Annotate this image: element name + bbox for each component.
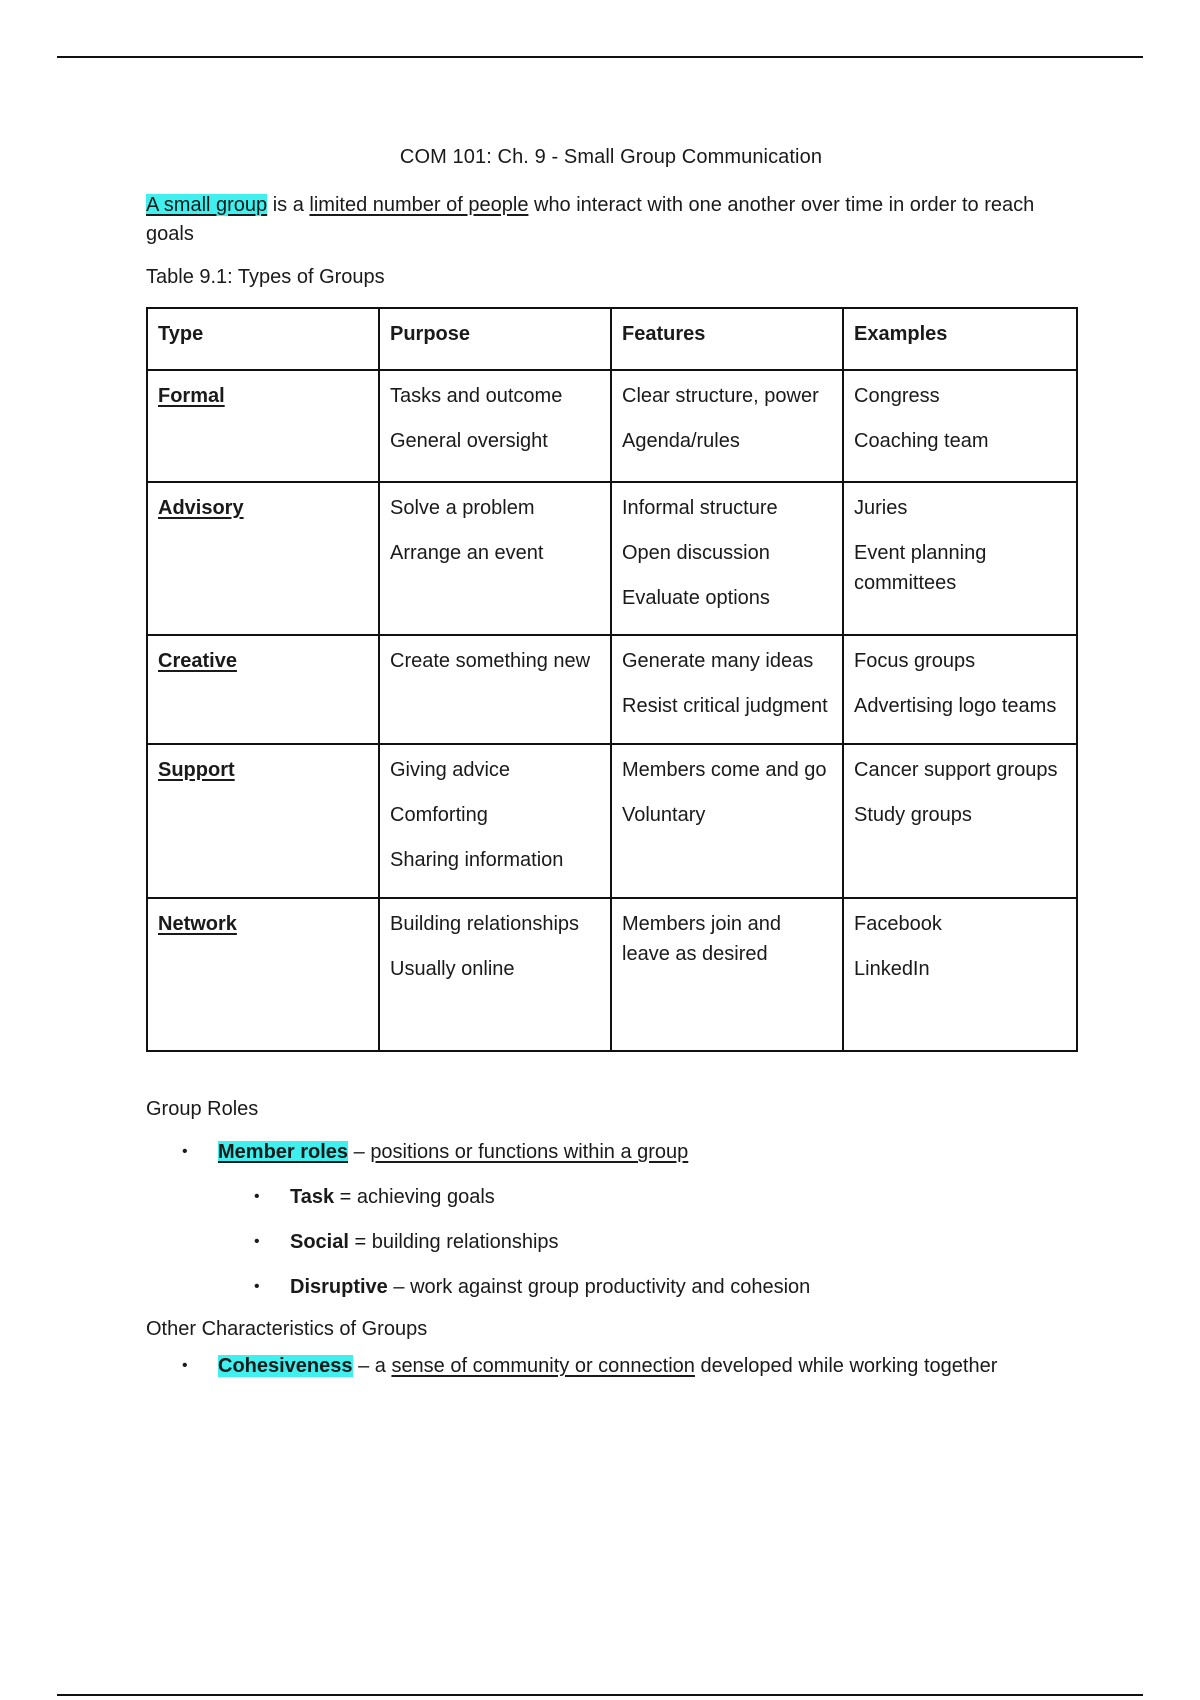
member-roles-dash: – — [348, 1141, 371, 1163]
subrole-term: Disruptive — [290, 1276, 388, 1298]
cohesiveness-underlined: sense of community or connection — [391, 1355, 695, 1377]
type-cell: Advisory — [147, 482, 379, 635]
feature-item: Members come and go — [622, 759, 827, 781]
bullet-icon: • — [182, 1143, 188, 1160]
features-cell — [611, 744, 843, 898]
example-item: Event planning committees — [854, 542, 987, 594]
member-roles-definition: positions or functions within a group — [370, 1141, 689, 1163]
list-item — [146, 1351, 1076, 1381]
purpose-item: Sharing information — [390, 849, 564, 871]
table-row — [147, 744, 1077, 898]
purpose-item: Giving advice — [390, 759, 511, 781]
examples-cell — [843, 744, 1077, 898]
example-item: Advertising logo teams — [854, 695, 1057, 717]
feature-item: Informal structure — [622, 497, 778, 519]
header-examples: Examples — [843, 308, 1077, 370]
subrole-text: building relationships — [371, 1231, 559, 1253]
features-cell — [611, 482, 843, 635]
cohesiveness-rest: developed while working together — [694, 1355, 998, 1377]
definition-underlined: limited number of people — [309, 194, 529, 216]
table-row — [147, 635, 1077, 744]
features-cell — [611, 370, 843, 482]
bullet-icon: • — [254, 1278, 260, 1295]
group-types-table — [146, 307, 1078, 1052]
example-item: Study groups — [854, 804, 972, 826]
example-item: Juries — [854, 497, 908, 519]
cohesiveness-term: Cohesiveness — [218, 1355, 353, 1377]
table-row — [147, 482, 1077, 635]
feature-item: Open discussion — [622, 542, 770, 564]
other-characteristics-heading: Other Characteristics of Groups — [146, 1318, 428, 1340]
header-purpose: Purpose — [379, 308, 611, 370]
bullet-icon: • — [254, 1188, 260, 1205]
feature-item: Voluntary — [622, 804, 706, 826]
table-caption: Table 9.1: Types of Groups — [146, 266, 385, 288]
example-item: Coaching team — [854, 430, 989, 452]
footer-rule — [57, 1694, 1143, 1696]
list-item — [146, 1227, 1076, 1257]
features-cell — [611, 635, 843, 744]
example-item: Cancer support groups — [854, 759, 1058, 781]
subrole-text: work against group productivity and cohesion — [410, 1276, 811, 1298]
member-roles-term: Member roles — [218, 1141, 349, 1163]
type-cell: Formal — [147, 370, 379, 482]
other-characteristics-list — [146, 1351, 1076, 1381]
subrole-term: Social — [290, 1231, 349, 1253]
example-item: Focus groups — [854, 650, 976, 672]
cohesiveness-dash: – a — [352, 1355, 392, 1377]
header-features: Features — [611, 308, 843, 370]
group-roles-heading: Group Roles — [146, 1098, 259, 1120]
list-item — [146, 1182, 1076, 1212]
example-item: Facebook — [854, 913, 942, 935]
subrole-sep: = — [334, 1186, 357, 1208]
feature-item: Clear structure, power — [622, 385, 819, 407]
feature-item: Evaluate options — [622, 587, 770, 609]
type-cell: Network — [147, 898, 379, 1051]
document-page — [146, 140, 1076, 1381]
feature-item: Members join and leave as desired — [622, 913, 781, 965]
definition-rest: who interact with one another over time in order to reach goals — [146, 194, 1035, 245]
purpose-item: Create something new — [390, 650, 591, 672]
examples-cell — [843, 370, 1077, 482]
list-item — [146, 1272, 1076, 1302]
purpose-cell — [379, 898, 611, 1051]
type-cell: Creative — [147, 635, 379, 744]
example-item: LinkedIn — [854, 958, 930, 980]
list-item — [146, 1137, 1076, 1167]
purpose-item: Usually online — [390, 958, 515, 980]
definition-connector: is a — [267, 194, 310, 216]
feature-item: Resist critical judgment — [622, 695, 828, 717]
table-row — [147, 898, 1077, 1051]
header-rule — [57, 56, 1143, 58]
purpose-cell — [379, 744, 611, 898]
subrole-text: achieving goals — [356, 1186, 495, 1208]
definition-term: A small group — [146, 194, 268, 216]
purpose-item: Arrange an event — [390, 542, 544, 564]
subroles-list — [146, 1182, 1076, 1302]
purpose-item: Tasks and outcome — [390, 385, 563, 407]
purpose-item: Building relationships — [390, 913, 580, 935]
purpose-item: General oversight — [390, 430, 548, 452]
subrole-sep: = — [348, 1231, 372, 1253]
group-roles-list — [146, 1137, 1076, 1167]
feature-item: Agenda/rules — [622, 430, 740, 452]
examples-cell — [843, 635, 1077, 744]
subrole-sep: – — [387, 1276, 411, 1298]
type-cell: Support — [147, 744, 379, 898]
examples-cell — [843, 898, 1077, 1051]
bullet-icon: • — [182, 1357, 188, 1374]
table-row — [147, 370, 1077, 482]
example-item: Congress — [854, 385, 940, 407]
header-type: Type — [147, 308, 379, 370]
purpose-item: Solve a problem — [390, 497, 535, 519]
document-title: COM 101: Ch. 9 - Small Group Communication — [399, 146, 823, 168]
purpose-cell — [379, 635, 611, 744]
subrole-term: Task — [290, 1186, 335, 1208]
small-group-definition — [146, 191, 1076, 249]
purpose-item: Comforting — [390, 804, 488, 826]
feature-item: Generate many ideas — [622, 650, 814, 672]
bullet-icon: • — [254, 1233, 260, 1250]
examples-cell — [843, 482, 1077, 635]
features-cell — [611, 898, 843, 1051]
purpose-cell — [379, 482, 611, 635]
table-header-row — [147, 308, 1077, 370]
purpose-cell — [379, 370, 611, 482]
